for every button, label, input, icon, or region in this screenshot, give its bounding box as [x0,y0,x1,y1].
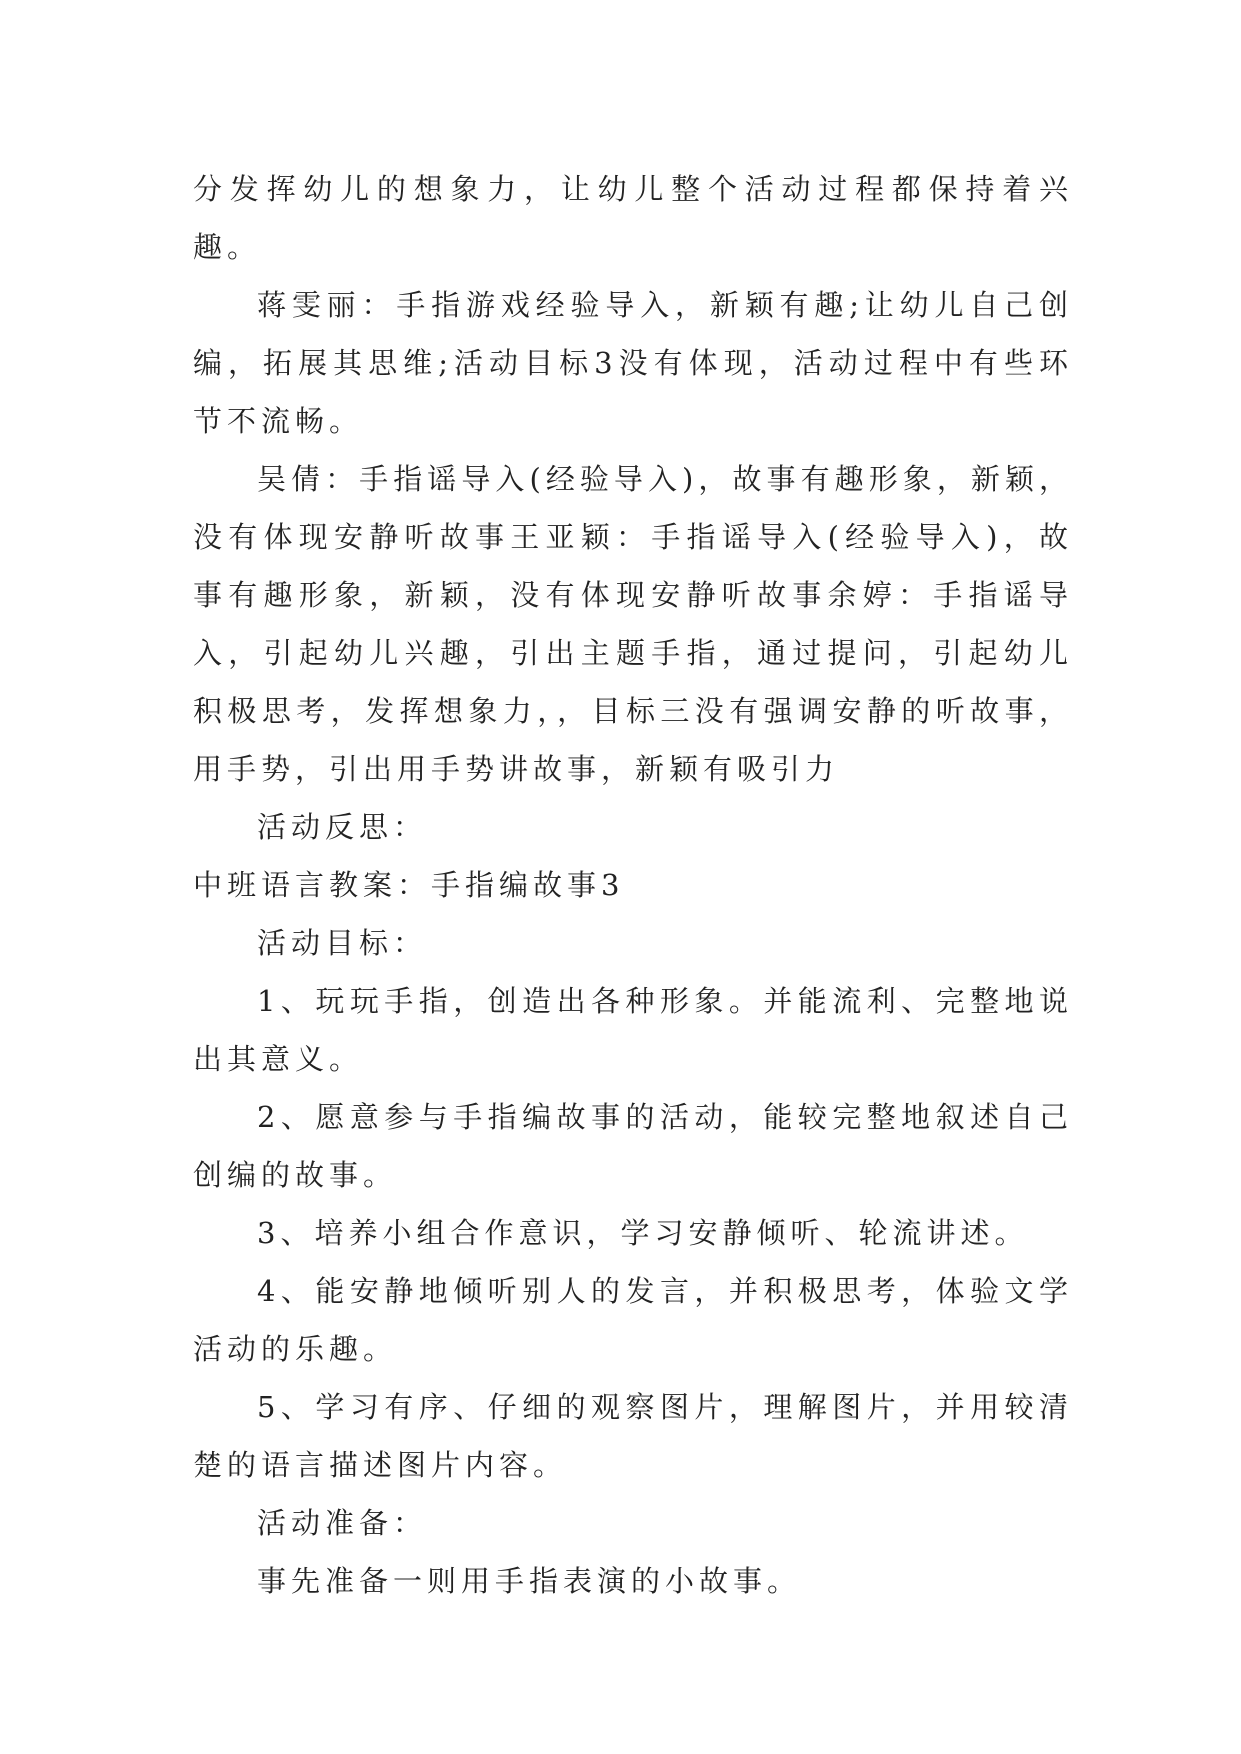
document-page [193,160,1073,1610]
goal-item-3: 3、培养小组合作意识，学习安静倾听、轮流讲述。 [257,1216,1029,1250]
goal-item-5: 5、学习有序、仔细的观察图片，理解图片，并用较清楚的语言描述图片内容。 [193,1390,1073,1482]
heading-activity-preparation: 活动准备： [257,1506,428,1540]
goal-item-4: 4、能安静地倾听别人的发言，并积极思考，体验文学活动的乐趣。 [193,1274,1073,1366]
heading-activity-goals: 活动目标： [257,926,428,960]
paragraph-continuation: 分发挥幼儿的想象力，让幼儿整个活动过程都保持着兴趣。 [193,172,1073,264]
heading-activity-reflection: 活动反思： [257,810,428,844]
goal-item-1: 1、玩玩手指，创造出各种形象。并能流利、完整地说出其意义。 [193,984,1073,1076]
paragraph-comment-wu: 吴倩：手指谣导入(经验导入)，故事有趣形象，新颖，没有体现安静听故事王亚颖：手指谣导入(经验导入)，故事有趣形象，新颖，没有体现安静听故事余婷：手指谣导入，引起幼儿兴趣，引出主题手指，通过提问，引起幼儿积极思考，发挥想象力，，目标三没有强调安静的听故事，用手势，引出用手势讲故事，新颖有吸引力 [193,462,1073,786]
preparation-item: 事先准备一则用手指表演的小故事。 [257,1564,802,1598]
lesson-title: 中班语言教案：手指编故事3 [193,868,625,902]
goal-item-2: 2、愿意参与手指编故事的活动，能较完整地叙述自己创编的故事。 [193,1100,1073,1192]
paragraph-comment-jiang: 蒋雯丽：手指游戏经验导入，新颖有趣;让幼儿自己创编，拓展其思维;活动目标3没有体现，活动过程中有些环节不流畅。 [193,288,1073,438]
